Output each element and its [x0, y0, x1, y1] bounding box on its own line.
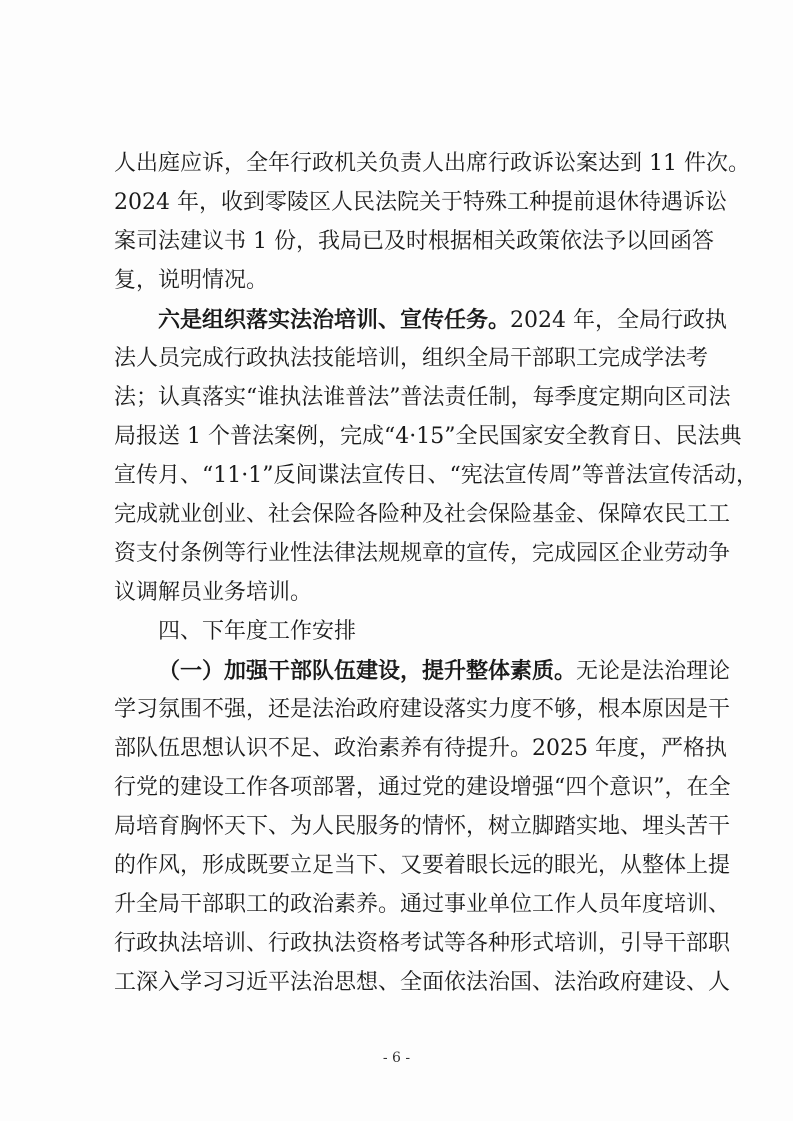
paragraph-line: 行党的建设工作各项部署，通过党的建设增强“四个意识”，在全: [114, 775, 731, 800]
paragraph-line: 完成就业创业、社会保险各险种及社会保险基金、保障农民工工: [114, 502, 731, 527]
paragraph-line: 复，说明情况。: [114, 268, 269, 293]
paragraph-line: 局培育胸怀天下、为人民服务的情怀，树立脚踏实地、埋头苦干: [114, 814, 731, 839]
paragraph-line: 法人员完成行政执法技能培训，组织全局干部职工完成学法考: [114, 346, 709, 371]
paragraph-first-line: [158, 653, 731, 689]
section-heading: 四、下年度工作安排: [158, 619, 357, 644]
page-number: - 6 -: [382, 1050, 411, 1066]
paragraph-line: 行政执法培训、行政执法资格考试等各种形式培训，引导干部职: [114, 931, 731, 956]
paragraph-line: 案司法建议书 1 份，我局已及时根据相关政策依法予以回函答: [114, 229, 714, 254]
paragraph-line: 的作风，形成既要立足当下、又要着眼长远的眼光，从整体上提: [114, 853, 731, 878]
paragraph-line: 人出庭应诉，全年行政机关负责人出席行政诉讼案达到 11 件次。: [114, 151, 750, 176]
paragraph-line: 工深入学习习近平法治思想、全面依法治国、法治政府建设、人: [114, 970, 731, 995]
paragraph-line: 学习氛围不强，还是法治政府建设落实力度不够，根本原因是干: [114, 697, 731, 722]
paragraph-line: 部队伍思想认识不足、政治素养有待提升。2025 年度，严格执: [114, 736, 727, 761]
paragraph-text: 无论是法治理论: [576, 659, 731, 684]
paragraph-line: 议调解员业务培训。: [114, 580, 313, 605]
paragraph-lead: 六是组织落实法治培训、宣传任务。: [158, 307, 511, 333]
paragraph-line: 2024 年，收到零陵区人民法院关于特殊工种提前退休待遇诉讼: [114, 190, 727, 215]
paragraph-lead: （一）加强干部队伍建设，提升整体素质。: [158, 658, 577, 684]
paragraph-line: 法；认真落实“谁执法谁普法”普法责任制，每季度定期向区司法: [114, 385, 731, 410]
paragraph-line: 宣传月、“11·1”反间谍法宣传日、“宪法宣传周”等普法宣传活动，: [114, 463, 758, 488]
paragraph-first-line: [158, 302, 727, 338]
paragraph-line: 升全局干部职工的政治素养。通过事业单位工作人员年度培训、: [114, 892, 731, 917]
paragraph-text: 2024 年，全局行政执: [510, 308, 727, 333]
paragraph-line: 资支付条例等行业性法律法规规章的宣传，完成园区企业劳动争: [114, 541, 731, 566]
paragraph-line: 局报送 1 个普法案例，完成“4·15”全民国家安全教育日、民法典: [114, 424, 742, 449]
